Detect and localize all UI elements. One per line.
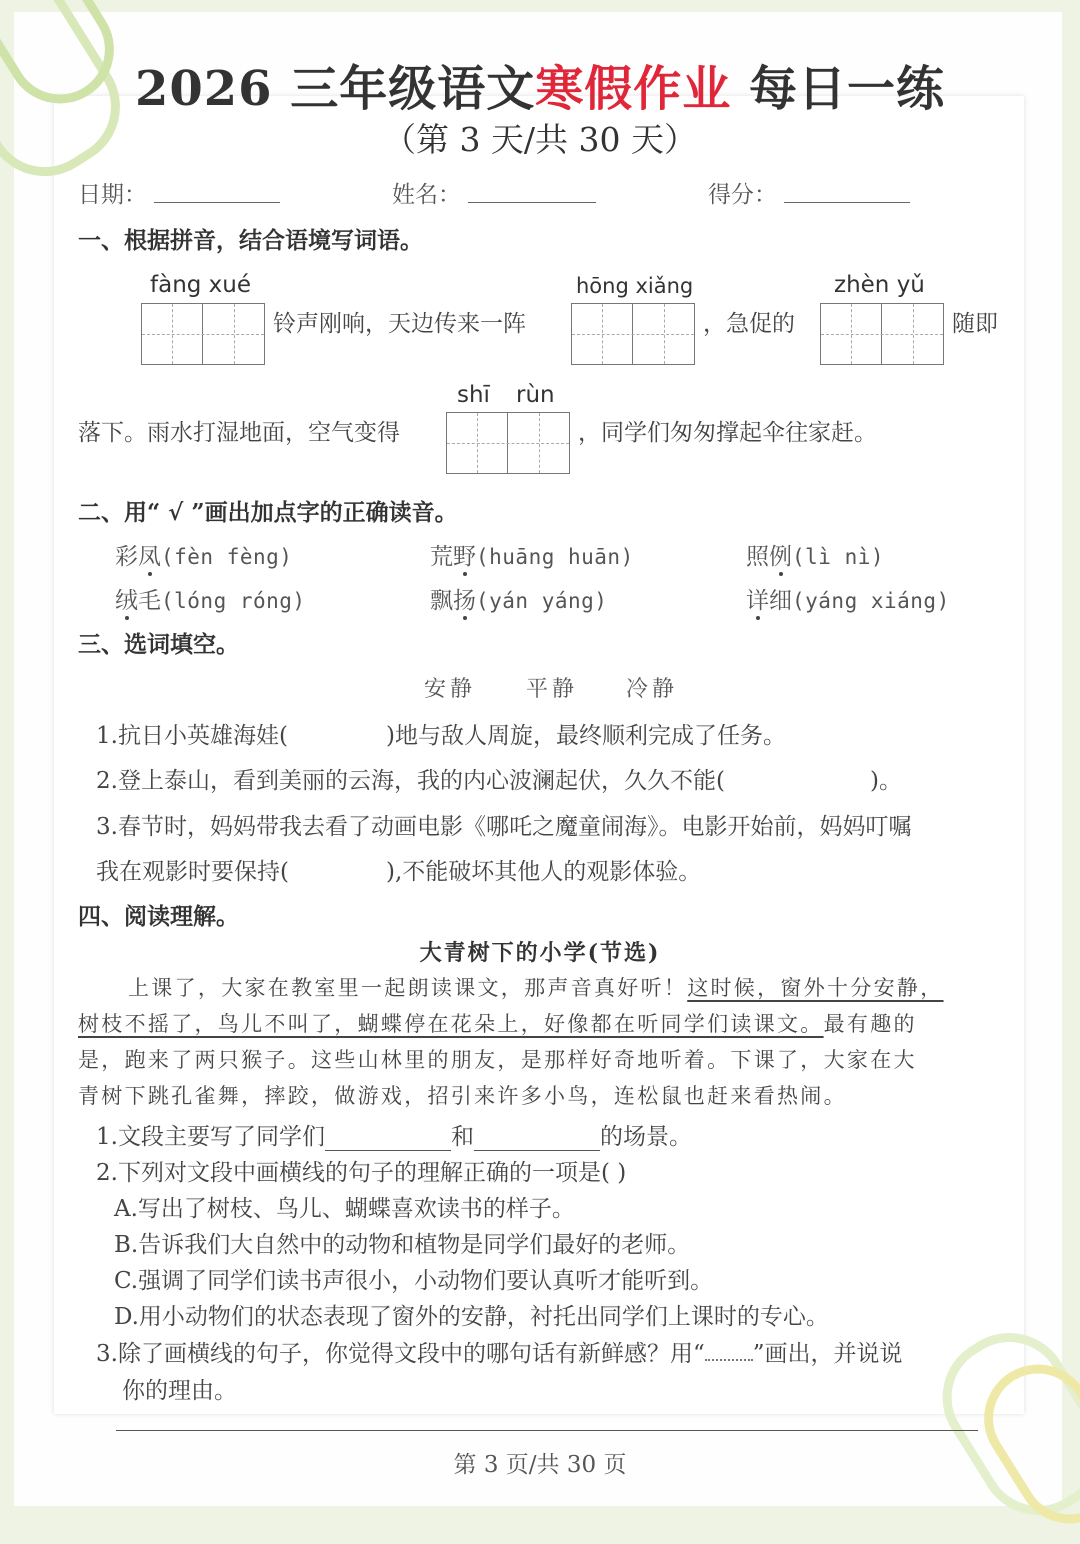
passage-line: 树枝不摇了，鸟儿不叫了，蝴蝶停在花朵上，好像都在听同学们读课文。最有趣的 — [78, 1012, 917, 1036]
question-text: 我在观影时要保持( — [96, 859, 289, 885]
score-label: 得分： — [708, 182, 777, 208]
writing-grid[interactable] — [141, 303, 265, 365]
choice-option-c[interactable]: C.强调了同学们读书声很小，小动物们要认真听才能听到。 — [114, 1268, 714, 1294]
page-number: 第 3 页/共 30 页 — [453, 1452, 627, 1478]
date-blank[interactable] — [154, 202, 280, 203]
pinyin-label: rùn — [516, 382, 555, 408]
word-option: 冷静 — [626, 677, 679, 702]
footer-divider — [116, 1430, 978, 1431]
question-text: )。 — [870, 768, 902, 794]
question-text: ),不能破坏其他人的观影体验。 — [386, 859, 702, 885]
sentence-text: 随即 — [952, 311, 998, 337]
passage-title: 大青树下的小学(节选) — [419, 940, 661, 966]
section-heading: 一、根据拼音，结合语境写词语。 — [78, 227, 423, 254]
section-heading: 四、阅读理解。 — [78, 903, 239, 930]
choice-option-a[interactable]: A.写出了树枝、鸟儿、蝴蝶喜欢读书的样子。 — [114, 1196, 575, 1222]
answer-blank[interactable] — [474, 1124, 600, 1151]
section-heading: 三、选词填空。 — [78, 631, 239, 658]
pronunciation-item[interactable]: 照例(lì nì) — [746, 544, 885, 570]
sentence-text: 铃声刚响，天边传来一阵 — [273, 311, 526, 337]
page-subtitle: （第 3 天/共 30 天） — [382, 120, 698, 159]
pronunciation-item[interactable]: 彩凤(fèn fèng) — [115, 544, 293, 570]
question-text: 1.抗日小英雄海娃( — [96, 723, 288, 749]
question-text: )地与敌人周旋，最终顺利完成了任务。 — [386, 723, 786, 749]
question-text: 3.春节时，妈妈带我去看了动画电影《哪吒之魔童闹海》。电影开始前，妈妈叮嘱 — [96, 814, 912, 840]
question-text: 你的理由。 — [122, 1378, 237, 1404]
pinyin-label: zhèn yǔ — [834, 272, 925, 298]
wavy-line-mark — [705, 1345, 753, 1361]
writing-grid[interactable] — [446, 412, 570, 474]
sentence-text: ，急促的 — [703, 311, 795, 337]
passage-line: 青树下跳孔雀舞，摔跤，做游戏，招引来许多小鸟，连松鼠也赶来看热闹。 — [78, 1084, 847, 1108]
question-text: 2.登上泰山，看到美丽的云海，我的内心波澜起伏，久久不能( — [96, 768, 725, 794]
passage-line: 是，跑来了两只猴子。这些山林里的朋友，是那样好奇地听着。下课了，大家在大 — [78, 1048, 917, 1072]
question-text: 3.除了画横线的句子，你觉得文段中的哪句话有新鲜感？用“ ”画出，并说说 — [96, 1341, 903, 1367]
pinyin-label: shī — [457, 382, 490, 408]
question-text: 2.下列对文段中画横线的句子的理解正确的一项是( ) — [96, 1160, 627, 1186]
pinyin-label: hōng xiǎng — [576, 274, 694, 298]
word-option: 安静 — [424, 677, 477, 702]
passage-line: 上课了，大家在教室里一起朗读课文，那声音真好听！这时候，窗外十分安静， — [128, 976, 944, 1000]
choice-option-b[interactable]: B.告诉我们大自然中的动物和植物是同学们最好的老师。 — [114, 1232, 691, 1258]
question-text: 1.文段主要写了同学们 和 的场景。 — [96, 1124, 692, 1150]
word-option: 平静 — [526, 677, 579, 702]
writing-grid[interactable] — [571, 303, 695, 365]
pronunciation-item[interactable]: 飘扬(yán yáng) — [430, 588, 608, 614]
name-blank[interactable] — [468, 202, 596, 203]
date-label: 日期： — [78, 182, 147, 208]
score-blank[interactable] — [784, 202, 910, 203]
sentence-text: ，同学们匆匆撑起伞往家赶。 — [578, 420, 877, 446]
pinyin-label: fàng xué — [150, 272, 252, 298]
name-label: 姓名： — [392, 182, 461, 208]
writing-grid[interactable] — [820, 303, 944, 365]
answer-blank[interactable] — [325, 1124, 451, 1151]
sentence-text: 落下。雨水打湿地面，空气变得 — [78, 420, 400, 446]
pronunciation-item[interactable]: 荒野(huāng huān) — [430, 544, 634, 570]
pronunciation-item[interactable]: 绒毛(lóng róng) — [115, 588, 306, 614]
choice-option-d[interactable]: D.用小动物们的状态表现了窗外的安静，衬托出同学们上课时的专心。 — [114, 1304, 829, 1330]
pronunciation-item[interactable]: 详细(yáng xiáng) — [746, 588, 950, 614]
section-heading: 二、用“ √ ”画出加点字的正确读音。 — [78, 499, 458, 526]
page-title: 2026 三年级语文寒假作业 每日一练 — [134, 61, 946, 117]
